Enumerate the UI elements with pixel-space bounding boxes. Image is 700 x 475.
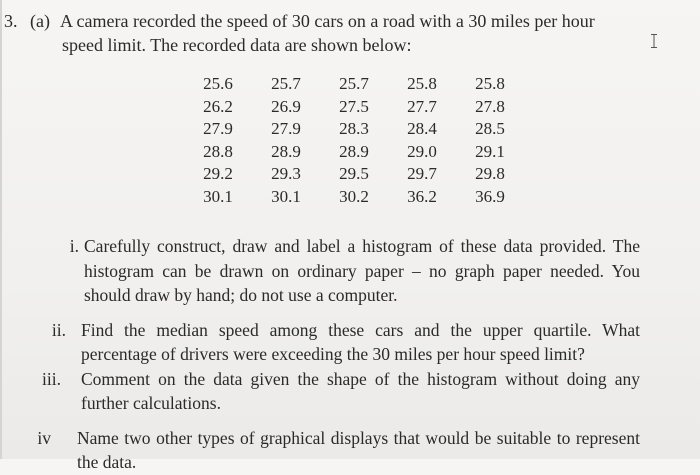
question-intro-line1: A camera recorded the speed of 30 cars on a road with a 30 miles per hour [60,11,595,31]
text-cursor-icon [650,34,658,48]
table-cell: 28.4 [407,119,437,138]
table-cell: 25.6 [203,74,233,93]
table-cell: 29.3 [271,164,301,183]
table-cell: 28.5 [475,119,505,138]
task-item [0,234,700,308]
table-row [184,163,524,186]
table-row [184,186,524,209]
table-row [184,141,524,164]
table-cell: 29.5 [339,164,369,183]
table-cell: 29.1 [475,141,505,161]
table-cell: 28.9 [339,141,369,161]
table-cell: 29.8 [475,164,505,183]
table-cell: 27.8 [475,96,505,116]
table-cell: 27.9 [271,119,301,138]
table-cell: 29.2 [203,164,233,183]
table-cell: 28.3 [339,119,369,138]
task-label: iii. [42,368,61,389]
table-cell: 30.1 [271,186,301,206]
task-text: Find the median speed among these cars and the upper quartile. What percentage of drivers were exceeding the 30 miles per hour speed limit? [81,319,640,364]
task-text: Carefully construct, draw and label a histogram of these data provided. The histogram can be drawn on ordinary paper – no graph paper needed. You should draw by hand; do not use a computer. [84,236,640,305]
table-cell: 25.8 [475,74,505,93]
table-cell: 25.7 [339,74,369,93]
table-cell: 26.2 [203,96,233,116]
table-cell: 25.7 [271,74,301,93]
table-cell: 27.5 [339,96,369,116]
table-cell: 25.8 [407,74,437,93]
table-cell: 30.1 [203,186,233,206]
table-row [184,118,524,141]
question-intro-line2: speed limit. The recorded data are shown below: [62,35,412,55]
table-row [184,96,524,119]
task-text: Name two other types of graphical displays that would be suitable to represent the data. [77,427,640,472]
table-cell: 30.2 [339,186,369,206]
table-cell: 36.2 [407,186,437,206]
table-cell: 27.9 [203,119,233,138]
table-cell: 36.9 [475,186,505,206]
task-label: ii. [51,319,66,340]
task-label: iv [37,427,51,448]
table-cell: 28.8 [203,141,233,161]
table-row [184,73,524,96]
task-list [0,234,700,475]
question-number: 3. [4,11,18,31]
task-item [0,426,700,475]
task-item [0,318,700,367]
question-part: (a) [30,11,50,31]
speed-data-table [184,73,524,208]
table-cell: 29.7 [407,164,437,183]
question-header [4,9,595,33]
task-text: Comment on the data given the shape of the histogram without doing any further calculations. [81,368,640,413]
table-cell: 26.9 [271,96,301,116]
table-cell: 27.7 [407,96,437,116]
task-item [0,367,700,416]
table-cell: 29.0 [407,141,437,161]
task-label: i. [69,236,79,256]
table-cell: 28.9 [271,141,301,161]
